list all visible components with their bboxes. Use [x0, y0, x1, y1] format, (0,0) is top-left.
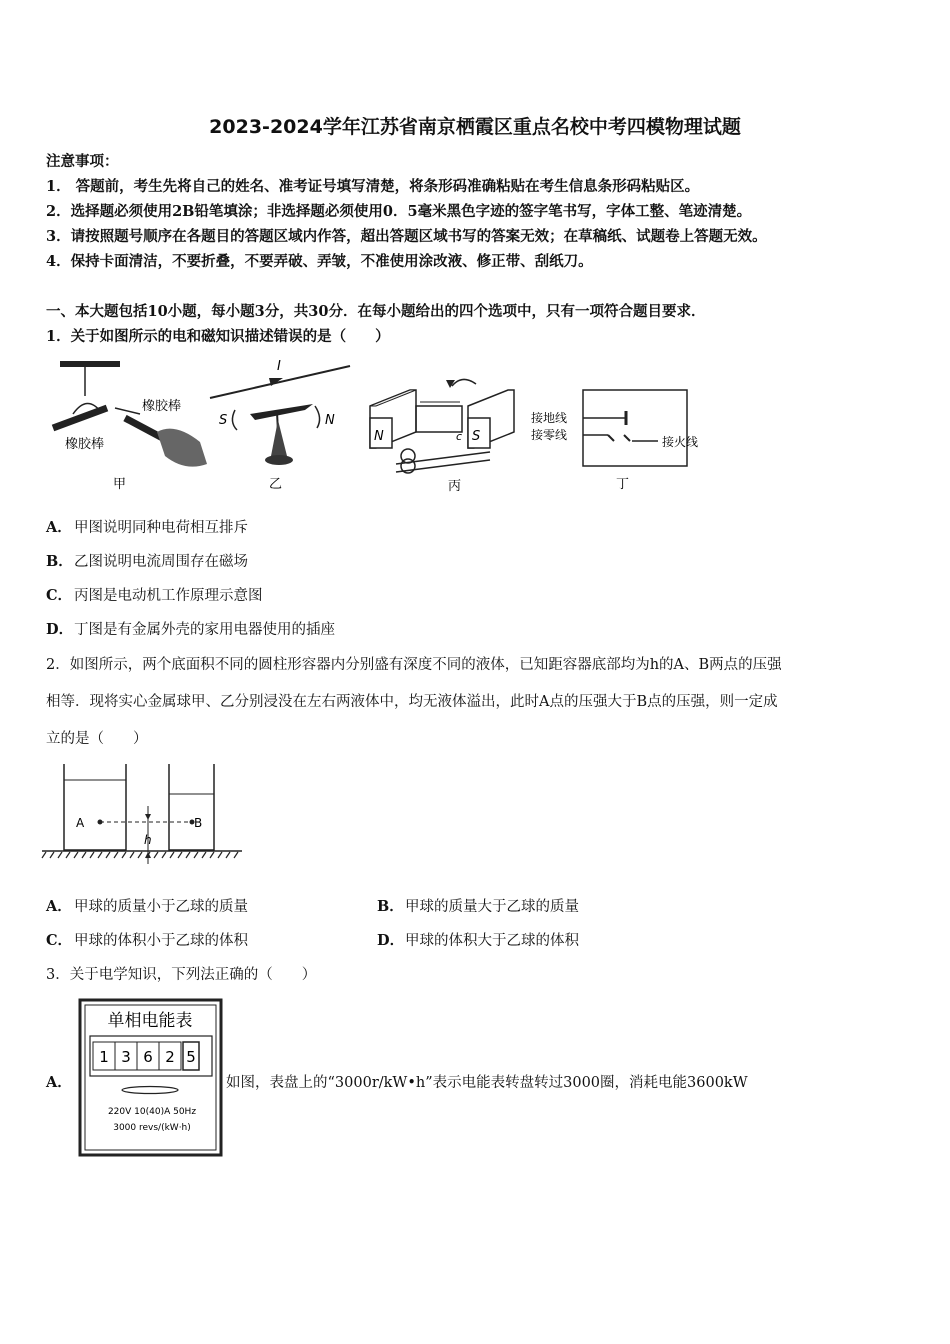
q1-option-text: 甲图说明同种电荷相互排斥	[74, 520, 248, 536]
fig-label-yi: 乙	[269, 477, 283, 492]
meter-spec-rating: 220V 10(40)A 50Hz	[107, 1107, 197, 1117]
q2-option-text: 甲球的质量小于乙球的质量	[74, 899, 248, 915]
height-h-label: h	[144, 833, 152, 847]
q1-stem: 1．关于如图所示的电和磁知识描述错误的是（ ）	[46, 328, 390, 345]
meter-digit: 2	[165, 1048, 175, 1066]
compass-s-label: S	[219, 413, 228, 428]
jia-rod-label-left: 橡胶棒	[65, 437, 105, 452]
meter-digit: 5	[186, 1048, 196, 1066]
magnet-s-label: S	[472, 429, 481, 444]
q2-option-text: 甲球的质量大于乙球的质量	[405, 899, 579, 915]
q1-option-key: C．	[46, 587, 73, 604]
section-heading: 一、本大题包括10小题，每小题3分，共30分．在每小题给出的四个选项中，只有一项符合题目要求．	[46, 303, 706, 320]
notice-item: 2．选择题必须使用2B铅笔填涂；非选择题必须使用0．5毫米黑色字迹的签字笔书写，字体工整、笔迹清楚。	[46, 203, 752, 220]
q1-option-text: 乙图说明电流周围存在磁场	[74, 554, 248, 570]
q3-option-text: 如图，表盘上的“3000r/kW•h”表示电能表转盘转过3000圈，消耗电能3600kW	[226, 1075, 748, 1091]
q2-option-text: 甲球的体积小于乙球的体积	[74, 933, 248, 949]
q2-stem-line: 2．如图所示，两个底面积不同的圆柱形容器内分别盛有深度不同的液体，已知距容器底部均为h的A、B两点的压强	[46, 657, 782, 673]
q3-option-key: A．	[46, 1074, 72, 1091]
figure-ding	[528, 388, 699, 498]
compass-n-label: N	[325, 413, 335, 428]
energy-meter-figure	[78, 998, 224, 1158]
q1-option-text: 丙图是电动机工作原理示意图	[74, 588, 263, 604]
q3-stem: 3．关于电学知识，下列法正确的（ ）	[46, 967, 317, 983]
figure-jia	[45, 356, 215, 496]
q1-option-key: D．	[46, 621, 74, 638]
q2-stem-line: 立的是（ ）	[46, 731, 148, 747]
q1-option-key: B．	[46, 553, 73, 570]
fig-label-jia: 甲	[113, 477, 127, 492]
notice-item: 4．保持卡面清洁，不要折叠，不要弄破、弄皱，不准使用涂改液、修正带、刮纸刀。	[46, 253, 593, 270]
fig-label-bing: 丙	[448, 479, 462, 494]
figure-containers	[42, 760, 247, 866]
page-title: 2023-2024学年江苏省南京栖霞区重点名校中考四模物理试题	[209, 116, 741, 138]
meter-disc	[122, 1087, 178, 1094]
current-label: I	[277, 359, 281, 374]
point-b-label: B	[194, 816, 203, 830]
meter-spec-revs: 3000 revs/(kW·h)	[113, 1123, 191, 1133]
notice-heading: 注意事项：	[46, 153, 119, 170]
notice-item: 1． 答题前，考生先将自己的姓名、准考证号填写清楚，将条形码准确粘贴在考生信息条形码粘贴区。	[46, 178, 700, 195]
point-a-label: A	[76, 816, 85, 830]
neutral-wire-label: 接零线	[531, 428, 568, 442]
coil-c-label: c	[456, 430, 463, 443]
figure-bing	[360, 356, 525, 496]
fig-label-ding: 丁	[616, 477, 630, 492]
magnet-n-label: N	[374, 429, 384, 444]
q2-option-key: B．	[377, 898, 404, 915]
meter-digit: 6	[143, 1048, 153, 1066]
q1-option-key: A．	[46, 519, 72, 536]
q1-option-text: 丁图是有金属外壳的家用电器使用的插座	[74, 622, 335, 638]
q2-stem-line: 相等．现将实心金属球甲、乙分别浸没在左右两液体中，均无液体溢出，此时A点的压强大于B点的压强，则一定成	[46, 694, 778, 710]
q2-option-text: 甲球的体积大于乙球的体积	[405, 933, 579, 949]
q2-option-key: A．	[46, 898, 72, 915]
q2-option-key: C．	[46, 932, 73, 949]
meter-digit: 3	[121, 1048, 131, 1066]
meter-digit: 1	[99, 1048, 109, 1066]
meter-title: 单相电能表	[107, 1011, 193, 1031]
q2-option-key: D．	[377, 932, 405, 949]
notice-item: 3．请按照题号顺序在各题目的答题区域内作答，超出答题区域书写的答案无效；在草稿纸、试题卷上答题无效。	[46, 228, 767, 245]
ground-wire-label: 接地线	[531, 411, 568, 425]
figure-yi	[205, 356, 355, 496]
live-wire-label: 接火线	[662, 435, 699, 449]
jia-rod-label-right: 橡胶棒	[142, 399, 182, 414]
